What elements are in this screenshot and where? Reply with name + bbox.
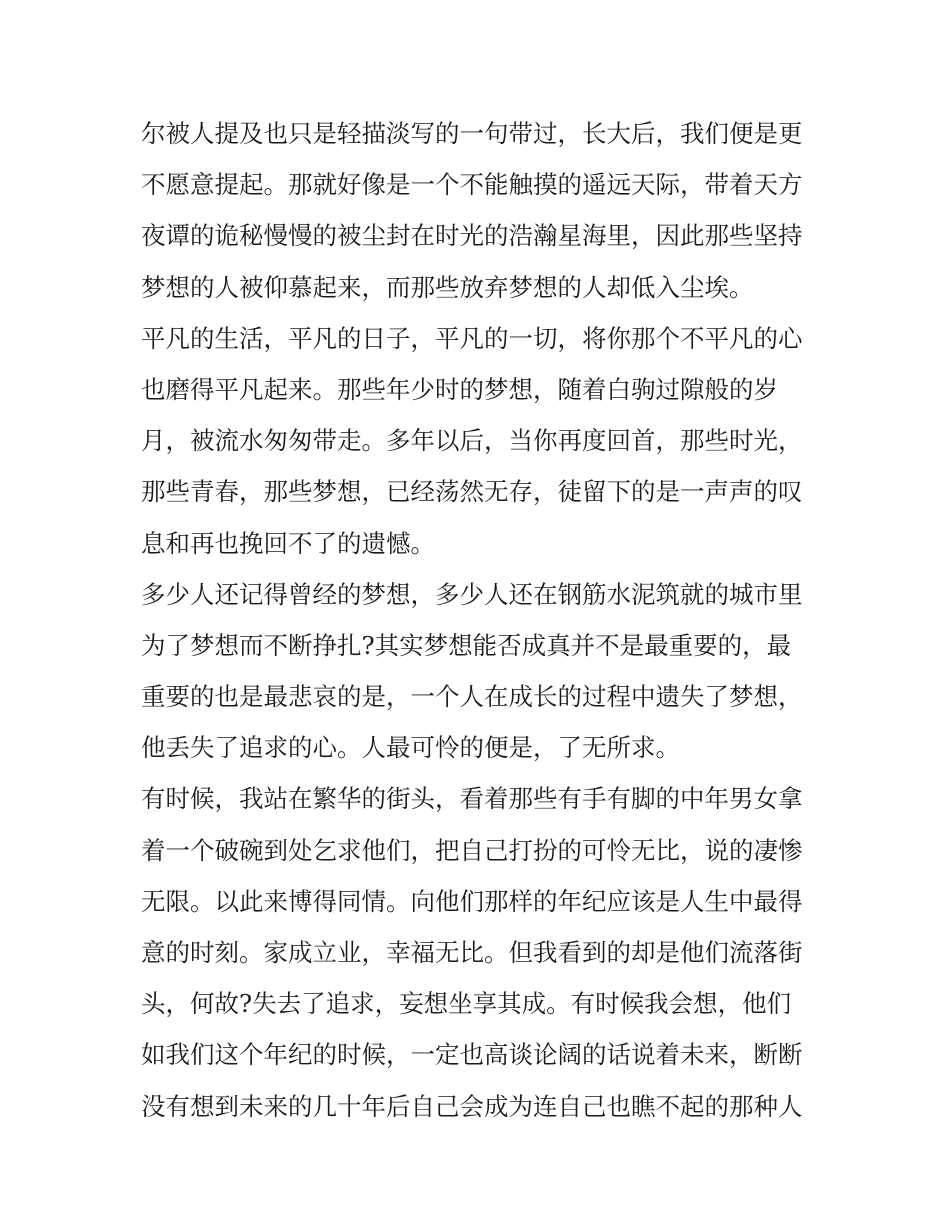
text-line: 为了梦想而不断挣扎?其实梦想能否成真并不是最重要的，最 (141, 630, 792, 660)
text-line: 他丢失了追求的心。人最可怜的便是，了无所求。 (141, 733, 680, 763)
text-line: 重要的也是最悲哀的是，一个人在成长的过程中遗失了梦想， (141, 682, 803, 712)
text-line: 月，被流水匆匆带走。多年以后，当你再度回首，那些时光， (141, 426, 803, 456)
document-body-text (141, 108, 821, 1132)
text-line: 没有想到未来的几十年后自己会成为连自己也瞧不起的那种人 (141, 1091, 803, 1121)
text-line: 多少人还记得曾经的梦想，多少人还在钢筋水泥筑就的城市里 (141, 579, 803, 609)
text-line: 着一个破碗到处乞求他们，把自己打扮的可怜无比，说的凄惨 (141, 835, 803, 865)
text-line: 如我们这个年纪的时候，一定也高谈论阔的话说着未来，断断 (141, 1040, 803, 1070)
text-line: 尔被人提及也只是轻描淡写的一句带过，长大后，我们便是更 (141, 119, 803, 148)
text-line: 也磨得平凡起来。那些年少时的梦想，随着白驹过隙般的岁 (141, 374, 778, 404)
text-line: 息和再也挽回不了的遗憾。 (141, 528, 435, 558)
text-line: 梦想的人被仰慕起来，而那些放弃梦想的人却低入尘埃。 (141, 272, 754, 302)
text-line: 有时候，我站在繁华的街头，看着那些有手有脚的中年男女拿 (141, 784, 803, 814)
text-line: 无限。以此来博得同情。向他们那样的年纪应该是人生中最得 (141, 886, 803, 916)
text-line: 那些青春，那些梦想，已经荡然无存，徒留下的是一声声的叹 (141, 477, 803, 507)
text-line: 夜谭的诡秘慢慢的被尘封在时光的浩瀚星海里，因此那些坚持 (141, 221, 803, 251)
text-line: 不愿意提起。那就好像是一个不能触摸的遥远天际，带着天方 (141, 170, 803, 200)
text-line: 意的时刻。家成立业，幸福无比。但我看到的却是他们流落街 (141, 938, 803, 967)
text-line: 平凡的生活，平凡的日子，平凡的一切，将你那个不平凡的心 (141, 323, 803, 353)
text-line: 头，何故?失去了追求，妄想坐享其成。有时候我会想，他们 (141, 989, 792, 1019)
